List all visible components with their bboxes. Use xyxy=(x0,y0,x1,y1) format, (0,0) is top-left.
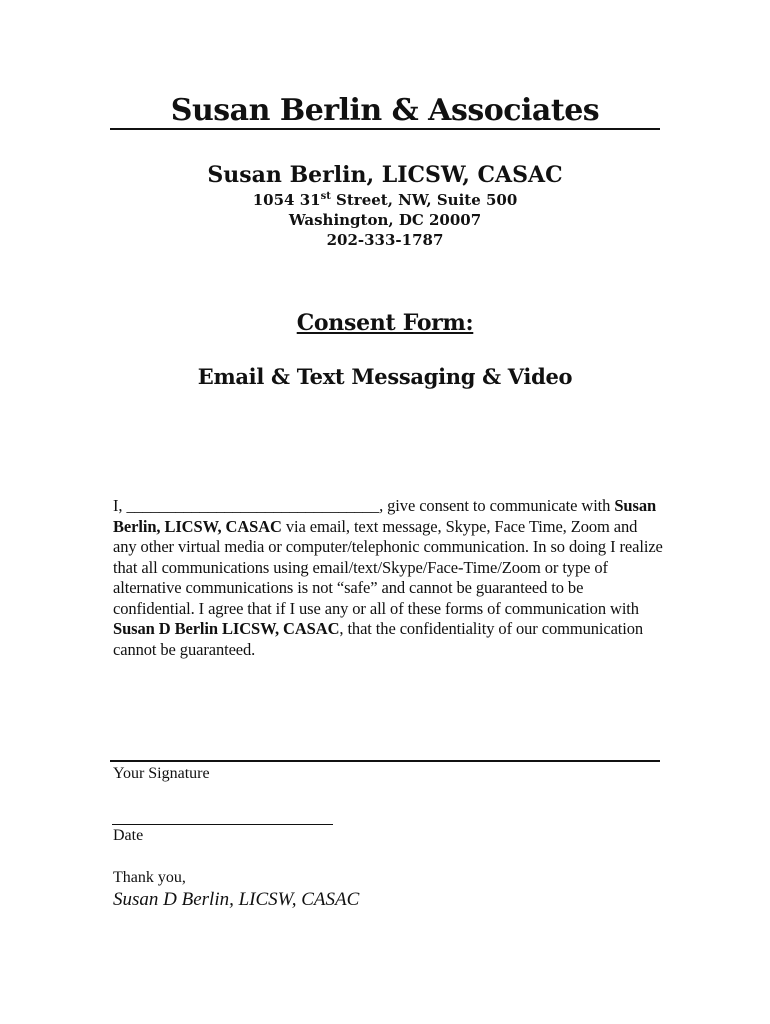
signature-line[interactable] xyxy=(110,760,660,762)
street-rest: Street, NW, Suite 500 xyxy=(330,191,518,209)
date-line[interactable] xyxy=(112,824,333,825)
consent-paragraph xyxy=(113,496,663,660)
consent-lead: I, xyxy=(113,496,127,515)
form-title: Consent Form: xyxy=(296,310,474,336)
clinician-bold-name-2: Susan D Berlin LICSW, CASAC xyxy=(113,619,340,638)
consent-end-text: , that the confidentiality of our communication cannot be guaranteed. xyxy=(113,619,644,659)
firm-name: Susan Berlin & Associates xyxy=(170,93,600,128)
city-state-zip: Washington, DC 20007 xyxy=(288,211,482,229)
form-subtitle: Email & Text Messaging & Video xyxy=(197,364,573,389)
header-divider xyxy=(110,128,660,130)
clinician-contact-block xyxy=(110,160,660,250)
consent-after-blank: , give consent to communicate with xyxy=(379,496,615,515)
street-number: 1054 31 xyxy=(252,191,321,209)
street-ordinal-suffix: st xyxy=(320,191,331,202)
client-name-blank[interactable]: _______________________________ xyxy=(126,496,380,515)
consent-middle-text: via email, text message, Skype, Face Time, Zoom and any other virtual media or computer/telephonic communication. In so doing I realize that all communications using email/text/Skype/Face-Time/Zoom or type of alternative communications is not “safe” and cannot be guaranteed to be confidential. I agree that if I use any or all of these forms of communication with xyxy=(113,516,663,618)
clinician-bold-name-1: Susan Berlin, LICSW, CASAC xyxy=(113,496,657,536)
phone-number: 202-333-1787 xyxy=(326,231,444,249)
closing-thanks: Thank you, xyxy=(113,869,186,886)
signature-label: Your Signature xyxy=(113,765,210,782)
date-label: Date xyxy=(113,827,144,844)
street-address xyxy=(110,190,660,210)
clinician-name: Susan Berlin, LICSW, CASAC xyxy=(207,162,563,188)
closing-signoff-name: Susan D Berlin, LICSW, CASAC xyxy=(113,889,360,910)
